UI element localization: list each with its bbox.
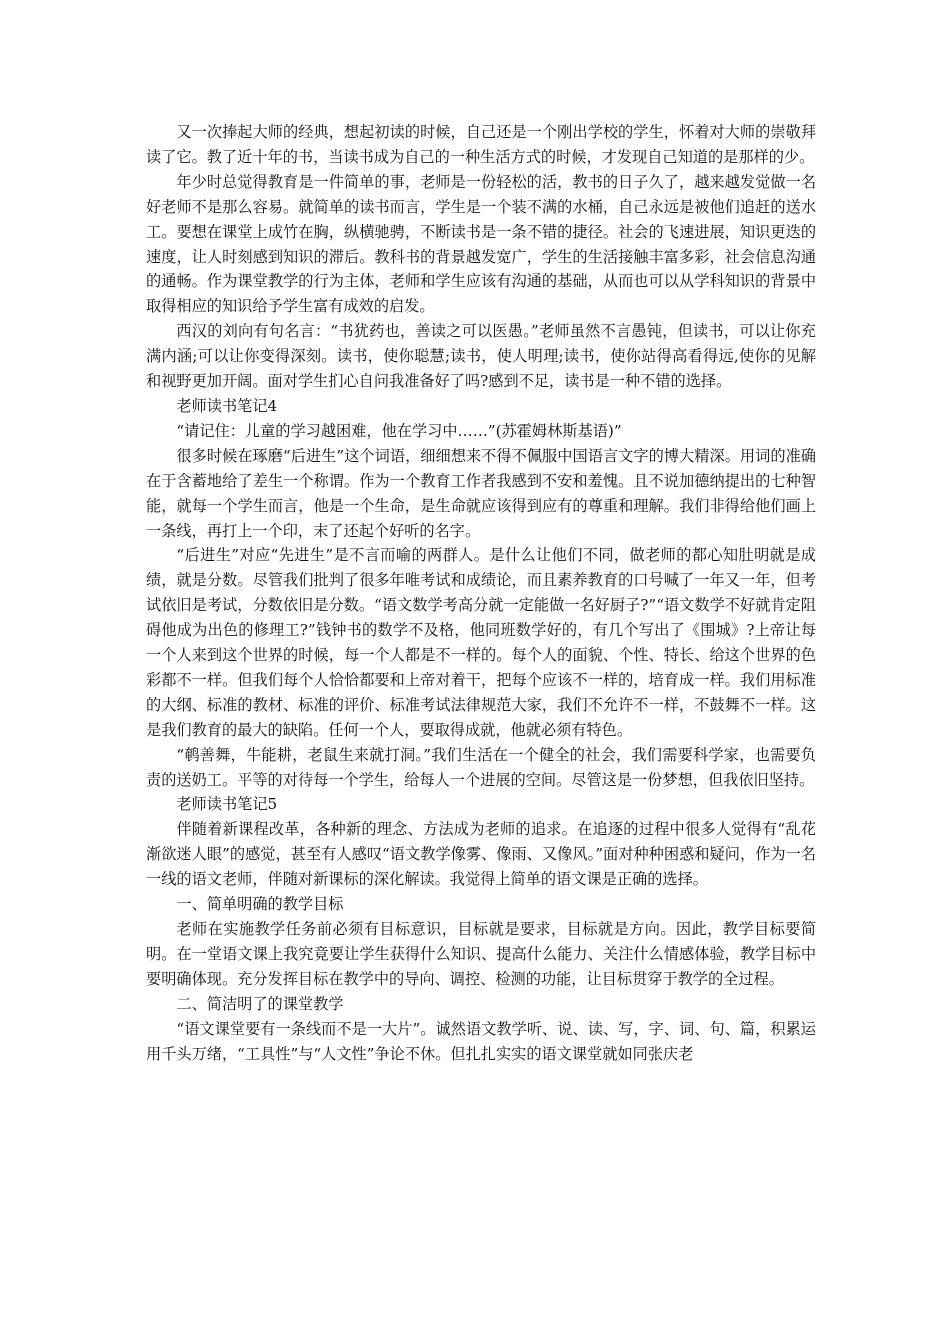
subsection-heading: 一、简单明确的教学目标 [176,895,344,914]
paragraph: 西汉的刘向有句名言：“书犹药也，善读之可以医愚。”老师虽然不言愚钝，但读书，可以让你充满内涵;可以让你变得深刻。读书，使你聪慧;读书，使人明理;读书，使你站得高看得远,使你的见解和视野更加开阔。面对学生扪心自问我准备好了吗?感到不足，读书是一种不错的选择。 [146,322,816,391]
section-heading: 老师读书笔记5 [176,795,278,814]
quote-paragraph: “请记住：儿童的学习越困难，他在学习中……”(苏霍姆林斯基语)” [176,421,622,440]
section-heading: 老师读书笔记4 [176,396,278,415]
paragraph: 年少时总觉得教育是一件简单的事，老师是一份轻松的活，教书的日子久了，越来越发觉做一名好老师不是那么容易。就简单的读书而言，学生是一个装不满的水桶，自己永远是被他们追赶的送水工。要想在课堂上成竹在胸，纵横驰骋，不断读书是一条不错的捷径。社会的飞速进展，知识更迭的速度，让人时刻感到知识的滞后。教科书的背景越发宽广，学生的生活接触丰富多彩，社会信息沟通的通畅。作为课堂教学的行为主体，老师和学生应该有沟通的基础，从而也可以从学科知识的背景中取得相应的知识给予学生富有成效的启发。 [146,172,816,316]
paragraph: 又一次捧起大师的经典，想起初读的时候，自己还是一个刚出学校的学生，怀着对大师的崇敬拜读了它。教了近十年的书，当读书成为自己的一种生活方式的时候，才发现自己知道的是那样的少。 [146,123,816,166]
document-body [146,120,816,1066]
paragraph: “鹌善舞，牛能耕，老鼠生来就打洞。”我们生活在一个健全的社会，我们需要科学家，也需要负责的送奶工。平等的对待每一个学生，给每人一个进展的空间。尽管这是一份梦想，但我依旧坚持。 [146,745,816,789]
paragraph: “后进生”对应“先进生”是不言而喻的两群人。是什么让他们不同，做老师的都心知肚明就是成绩，就是分数。尽管我们批判了很多年唯考试和成绩论，而且素养教育的口号喊了一年又一年，但考试依旧是考试，分数依旧是分数。“语文数学考高分就一定能做一名好厨子?”“语文数学不好就肯定阻碍他成为出色的修理工?”钱钟书的数学不及格，他同班数学好的，有几个写出了《围城》?上帝让每一个人来到这个世界的时候，每一个人都是不一样的。每个人的面貌、个性、特长、给这个世界的色彩都不一样。但我们每个人恰恰都要和上帝对着干，把每个应该不一样的，培育成一样。我们用标准的大纲、标准的教材、标准的评价、标准考试法律规范大家，我们不允许不一样，不鼓舞不一样。这是我们教育的最大的缺陷。任何一个人，要取得成就，他就必须有特色。 [146,546,816,739]
paragraph: 老师在实施教学任务前必须有目标意识，目标就是要求，目标就是方向。因此，教学目标要简明。在一堂语文课上我究竟要让学生获得什么知识、提高什么能力、关注什么情感体验，教学目标中要明确体现。充分发挥目标在教学中的导向、调控、检测的功能，让目标贯穿于教学的全过程。 [146,920,816,988]
subsection-heading: 二、简洁明了的课堂教学 [176,994,344,1013]
paragraph: 很多时候在琢磨“后进生”这个词语，细细想来不得不佩服中国语言文字的博大精深。用词的准确在于含蓄地给了差生一个称谓。作为一个教育工作者我感到不安和羞愧。且不说加德纳提出的七种智能，就每一个学生而言，他是一个生命，是生命就应该得到应有的尊重和理解。我们非得给他们画上一条线，再打上一个印，末了还起个好听的名字。 [146,446,816,540]
paragraph: 伴随着新课程改革，各种新的理念、方法成为老师的追求。在追逐的过程中很多人觉得有“乱花渐欲迷人眼”的感觉，甚至有人感叹“语文教学像雾、像雨、又像风。”面对种种困惑和疑问，作为一名一线的语文老师，伴随对新课标的深化解读。我觉得上简单的语文课是正确的选择。 [146,820,816,889]
paragraph: “语文课堂要有一条线而不是一大片”。诚然语文教学听、说、读、写，字、词、句、篇，积累运用千头万绪，“工具性”与“人文性”争论不休。但扎扎实实的语文课堂就如同张庆老 [146,1019,816,1063]
